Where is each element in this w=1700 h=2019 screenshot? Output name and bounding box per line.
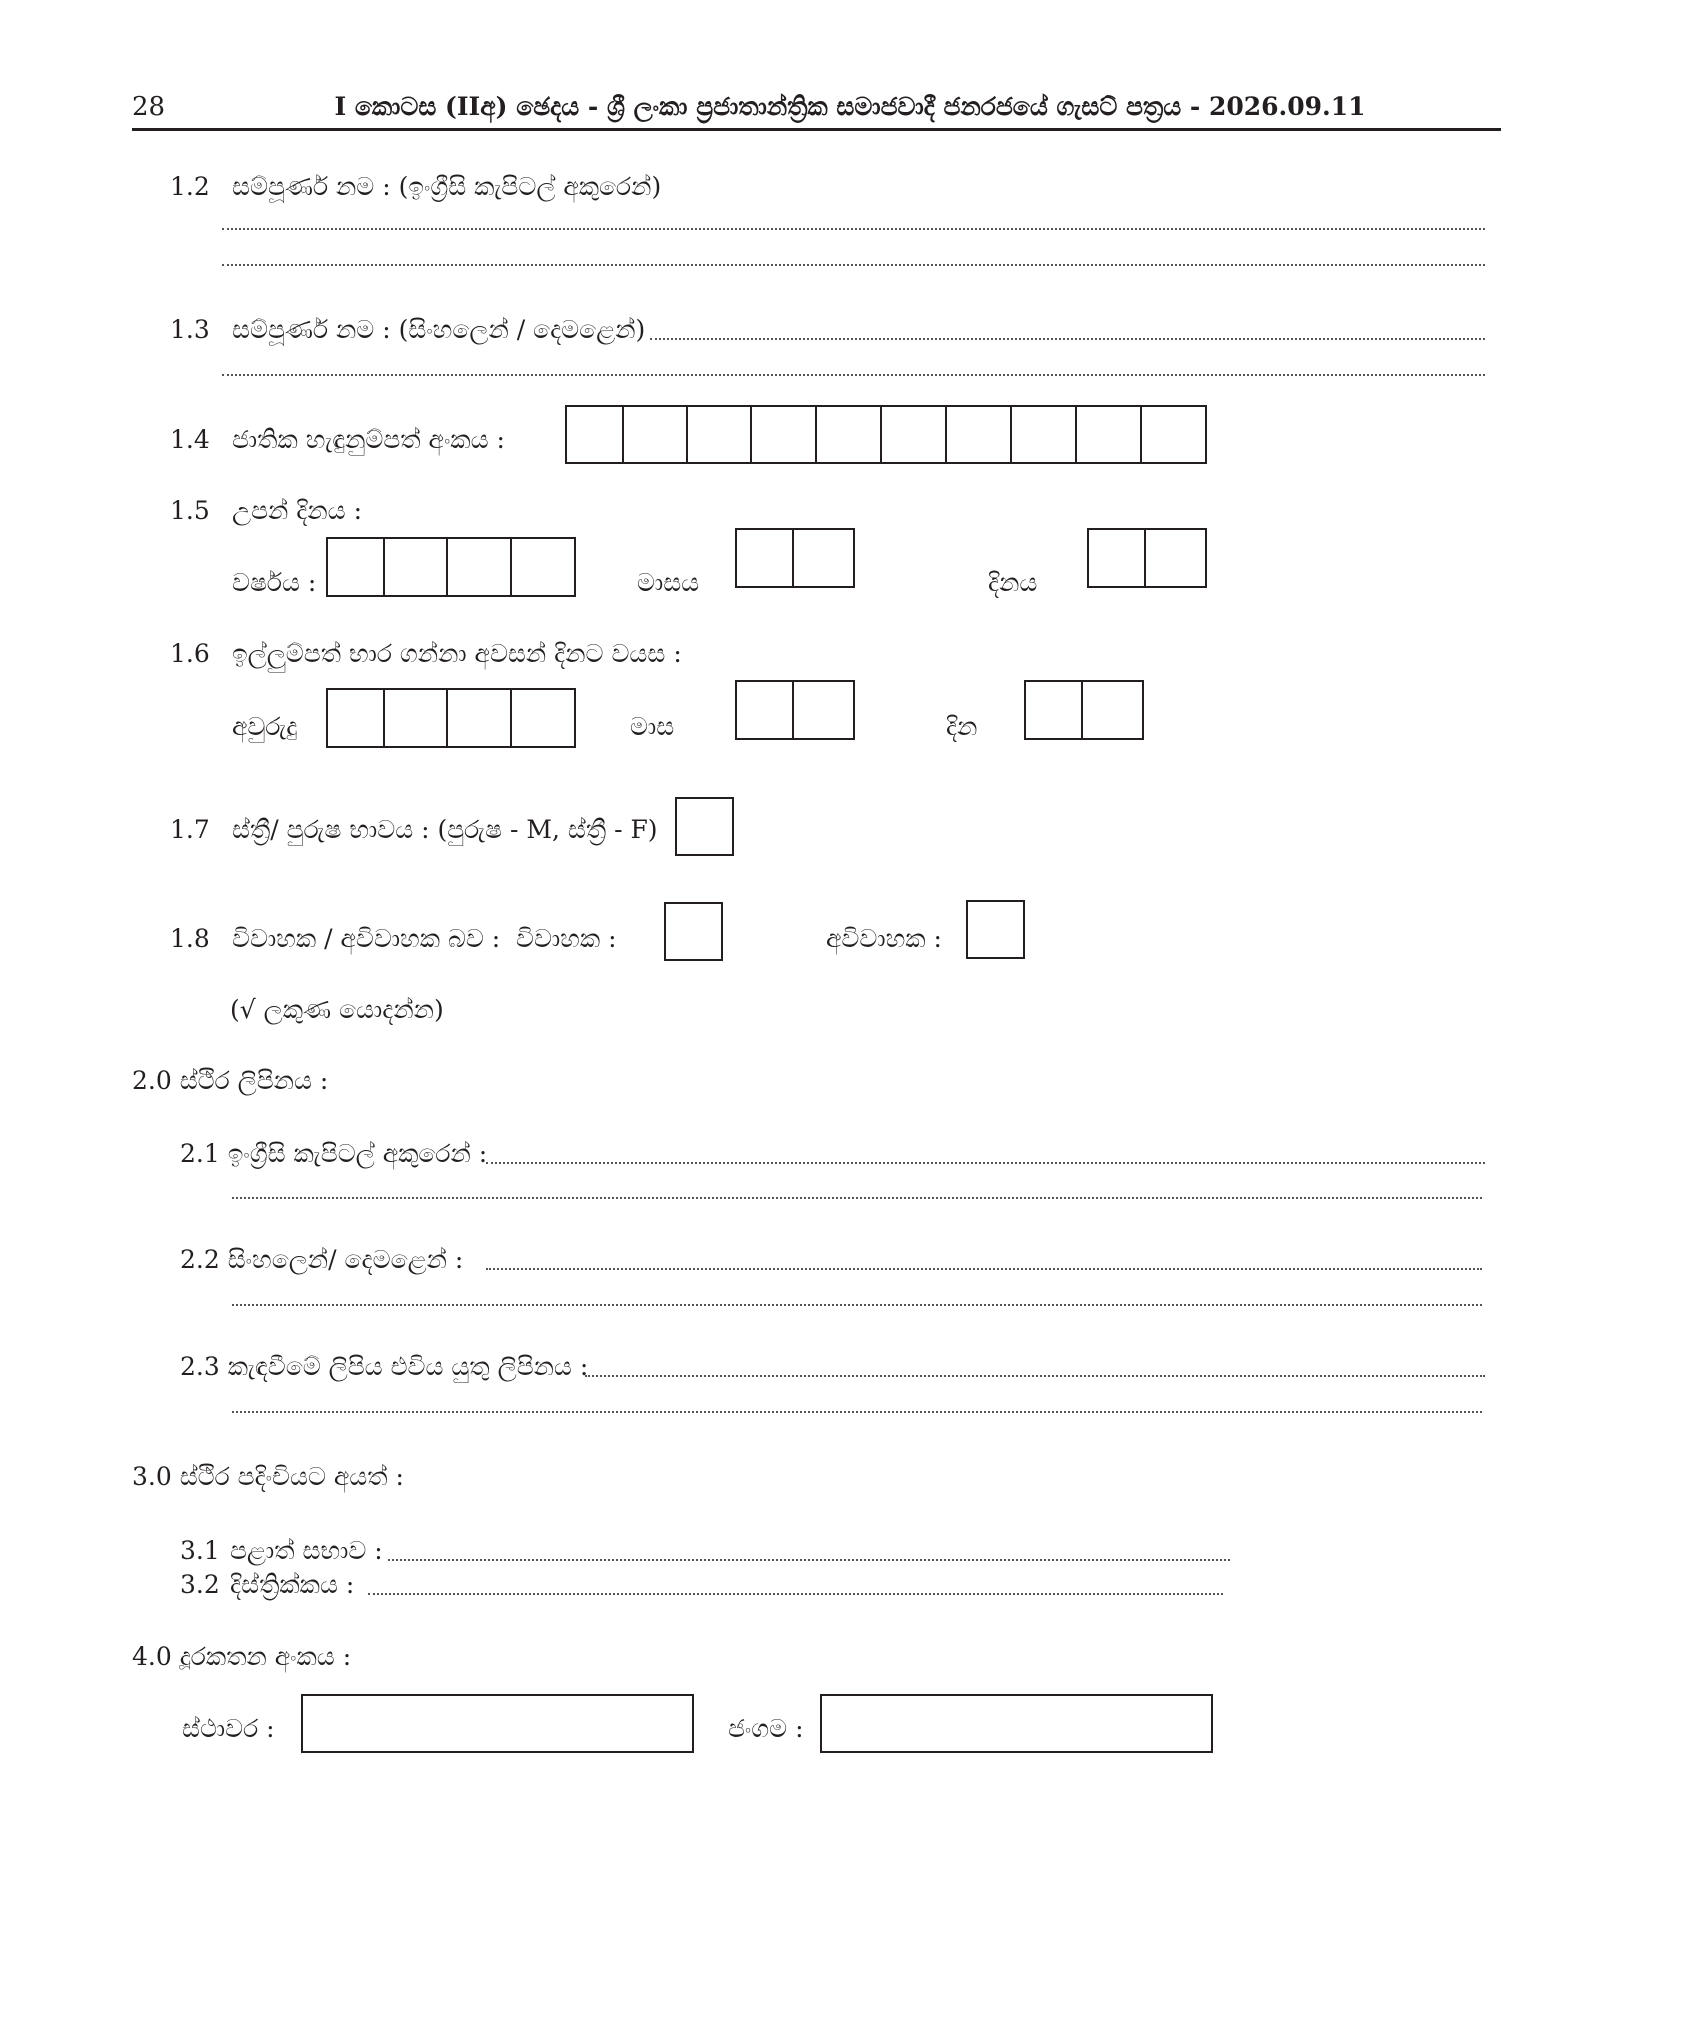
nic-digit-box[interactable] bbox=[622, 405, 688, 464]
dob-year-digit-box[interactable] bbox=[383, 537, 448, 597]
nic-digit-box[interactable] bbox=[945, 405, 1012, 464]
dob-day-digit-box[interactable] bbox=[1087, 528, 1146, 588]
page-number: 28 bbox=[132, 92, 166, 122]
label-permanent-address: 2.0 ස්ථිර ලිපිනය : bbox=[132, 1066, 329, 1095]
section-number-1-3: 1.3 bbox=[170, 315, 210, 344]
dob-year-digit-box[interactable] bbox=[326, 537, 385, 597]
nic-digit-box[interactable] bbox=[1010, 405, 1077, 464]
gazette-header-title: I කොටස (IIඅ) ඡෙදය - ශ්‍රී ලංකා ප්‍රජාතාන්ත්‍රික සමාජවාදී ජනරජයේ ගැසට් පත්‍රය - 2026.09.11 bbox=[334, 92, 1366, 121]
label-dob-year: වර්ෂය : bbox=[232, 568, 317, 597]
provincial-council-line[interactable] bbox=[388, 1559, 1230, 1561]
age-month-digit-box[interactable] bbox=[735, 680, 794, 740]
label-dob-day: දිනය bbox=[988, 568, 1038, 597]
label-gender: ස්ත්‍රී/ පුරුෂ භාවය : (පුරුෂ - M, ස්ත්‍රී - F) bbox=[232, 815, 658, 844]
correspondence-address-line-2[interactable] bbox=[232, 1411, 1482, 1413]
age-year-digit-box[interactable] bbox=[446, 688, 512, 748]
label-marital-status: විවාහක / අවිවාහක බව : bbox=[232, 924, 501, 953]
age-year-digit-box[interactable] bbox=[510, 688, 576, 748]
label-married: විවාහක : bbox=[516, 924, 617, 953]
label-address-english: 2.1 ඉංග්‍රීසි කැපිටල් අකුරෙන් : bbox=[180, 1139, 488, 1168]
section-number-3-2: 3.2 bbox=[180, 1570, 220, 1599]
label-age-days: දින bbox=[946, 712, 978, 741]
section-number-1-4: 1.4 bbox=[170, 425, 210, 454]
label-age-years: අවුරුදු bbox=[232, 712, 298, 741]
address-english-line-2[interactable] bbox=[232, 1197, 1482, 1199]
label-district: දිස්ත්‍රික්කය : bbox=[230, 1570, 355, 1599]
address-sinhala-line-1[interactable] bbox=[486, 1268, 1482, 1270]
nic-digit-box[interactable] bbox=[750, 405, 817, 464]
dob-day-boxes[interactable] bbox=[1087, 528, 1207, 588]
district-line[interactable] bbox=[368, 1593, 1223, 1595]
section-number-1-5: 1.5 bbox=[170, 496, 210, 525]
married-checkbox[interactable] bbox=[664, 902, 723, 961]
age-year-digit-box[interactable] bbox=[326, 688, 385, 748]
label-provincial-council: පළාත් සභාව : bbox=[230, 1536, 383, 1565]
label-unmarried: අවිවාහක : bbox=[826, 924, 942, 953]
dob-month-digit-box[interactable] bbox=[792, 528, 855, 588]
label-correspondence-address: 2.3 කැඳවීමේ ලිපිය එවිය යුතු ලිපිනය : bbox=[180, 1352, 589, 1381]
label-telephone-number: 4.0 දූරකතන අංකය : bbox=[132, 1642, 352, 1671]
label-mobile-phone: ජංගම : bbox=[728, 1714, 804, 1743]
nic-number-boxes[interactable] bbox=[565, 405, 1207, 464]
label-address-sinhala-tamil: 2.2 සිංහලෙන්/ දෙමළෙන් : bbox=[180, 1245, 464, 1274]
label-age-months: මාස bbox=[630, 712, 675, 741]
section-number-3-1: 3.1 bbox=[180, 1536, 220, 1565]
dob-month-digit-box[interactable] bbox=[735, 528, 794, 588]
header-rule bbox=[132, 128, 1501, 131]
age-months-boxes[interactable] bbox=[735, 680, 855, 740]
full-name-english-line-2[interactable] bbox=[222, 264, 1485, 266]
fixed-phone-field[interactable] bbox=[301, 1694, 694, 1753]
address-english-line-1[interactable] bbox=[486, 1162, 1485, 1164]
label-fixed-phone: ස්ථාවර : bbox=[182, 1714, 275, 1743]
label-dob-month: මාසය bbox=[637, 568, 700, 597]
label-age-at-closing-date: ඉල්ලුම්පත් භාර ගන්නා අවසන් දිනට වයස : bbox=[232, 639, 682, 668]
label-date-of-birth: උපන් දිනය : bbox=[232, 496, 362, 525]
dob-year-boxes[interactable] bbox=[326, 537, 576, 597]
nic-digit-box[interactable] bbox=[1075, 405, 1142, 464]
age-days-boxes[interactable] bbox=[1024, 680, 1144, 740]
label-permanent-residence: 3.0 ස්ථිර පදිංචියට අයත් : bbox=[132, 1462, 404, 1491]
section-number-1-8: 1.8 bbox=[170, 924, 210, 953]
label-full-name-sinhala-tamil: සම්පූර්ණ නම : (සිංහලෙන් / දෙමළෙන්) bbox=[232, 315, 646, 344]
full-name-english-line-1[interactable] bbox=[222, 228, 1485, 230]
age-years-boxes[interactable] bbox=[326, 688, 576, 748]
label-full-name-english: සම්පූර්ණ නම : (ඉංග්‍රීසි කැපිටල් අකුරෙන්) bbox=[232, 172, 662, 201]
age-year-digit-box[interactable] bbox=[383, 688, 448, 748]
nic-digit-box[interactable] bbox=[815, 405, 882, 464]
age-month-digit-box[interactable] bbox=[792, 680, 855, 740]
dob-month-boxes[interactable] bbox=[735, 528, 855, 588]
dob-year-digit-box[interactable] bbox=[446, 537, 512, 597]
section-number-1-7: 1.7 bbox=[170, 815, 210, 844]
full-name-sinhala-line-2[interactable] bbox=[222, 374, 1485, 376]
label-nic-number: ජාතික හැඳුනුම්පත් අංකය : bbox=[232, 425, 505, 454]
age-day-digit-box[interactable] bbox=[1024, 680, 1083, 740]
correspondence-address-line-1[interactable] bbox=[585, 1375, 1485, 1377]
nic-digit-box[interactable] bbox=[686, 405, 752, 464]
unmarried-checkbox[interactable] bbox=[966, 900, 1025, 959]
address-sinhala-line-2[interactable] bbox=[232, 1304, 1482, 1306]
nic-digit-box[interactable] bbox=[565, 405, 624, 464]
mobile-phone-field[interactable] bbox=[820, 1694, 1213, 1753]
gender-box[interactable] bbox=[675, 797, 734, 856]
dob-day-digit-box[interactable] bbox=[1144, 528, 1207, 588]
nic-digit-box[interactable] bbox=[1140, 405, 1207, 464]
age-day-digit-box[interactable] bbox=[1081, 680, 1144, 740]
full-name-sinhala-line-1[interactable] bbox=[650, 338, 1485, 340]
section-number-1-2: 1.2 bbox=[170, 172, 210, 201]
nic-digit-box[interactable] bbox=[880, 405, 947, 464]
tick-instruction: (√ ලකුණ යොදන්න) bbox=[230, 995, 444, 1024]
section-number-1-6: 1.6 bbox=[170, 639, 210, 668]
dob-year-digit-box[interactable] bbox=[510, 537, 576, 597]
